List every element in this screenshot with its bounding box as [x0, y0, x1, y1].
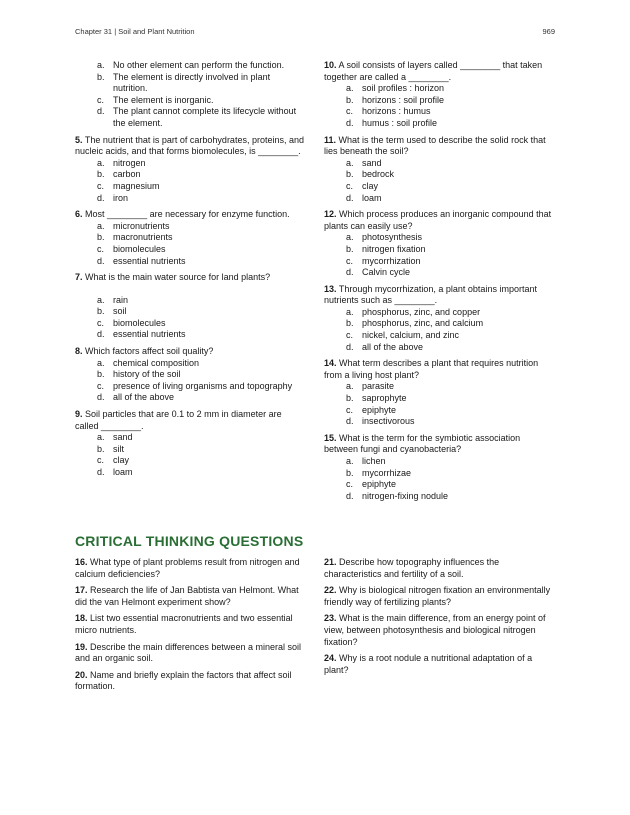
question-5: 5. The nutrient that is part of carbohydrates, proteins, and nucleic acids, and that forms biomolecules, is ________. a. nitrogen b. carbon c. magnesium d. iron [75, 135, 307, 205]
option: c. presence of living organisms and topography [97, 380, 293, 391]
ct-question-18: 18. List two essential macronutrients and two essential micro nutrients. [75, 613, 293, 635]
options-list [75, 60, 307, 130]
option: a. micronutrients [97, 220, 170, 231]
option: c. epiphyte [346, 479, 397, 490]
option: b. macronutrients [97, 232, 173, 243]
option: a. lichen [346, 456, 386, 466]
question-15: 15. What is the term for the symbiotic association between fungi and cyanobacteria? a. lichen b. mycorrhizae c. epiphyte d. nitrogen-fixing nodule [324, 433, 556, 503]
ct-question-24: 24. Why is a root nodule a nutritional adaptation of a plant? [324, 653, 533, 675]
page-header [75, 27, 555, 39]
question-11: 11. What is the term used to describe the solid rock that lies beneath the soil? a. sand b. bedrock c. clay d. loam [324, 135, 556, 205]
option: b. horizons : soil profile [346, 94, 445, 105]
option: a. sand [346, 157, 382, 168]
options-list [324, 381, 556, 427]
question-10: 10. A soil consists of layers called ________ that taken together are called a ________. a. soil profiles : horizon b. horizons : soil profile c. horizons : humus d. humus : soil profile [324, 60, 556, 130]
option: c. mycorrhization [346, 255, 421, 266]
option: c. horizons : humus [346, 106, 431, 117]
options-list [75, 158, 307, 204]
ct-question-16: 16. What type of plant problems result from nitrogen and calcium deficiencies? [75, 557, 300, 579]
option: b. history of the soil [97, 369, 181, 380]
option: b. soil [97, 306, 127, 317]
options-list [75, 221, 307, 267]
question-14: 14. What term describes a plant that requires nutrition from a living host plant? a. parasite b. saprophyte c. epiphyte d. insectivorous [324, 358, 556, 428]
options-list [324, 232, 556, 278]
option: d. loam [346, 192, 382, 203]
ct-question-20: 20. Name and briefly explain the factors that affect soil formation. [75, 669, 292, 692]
option: c. epiphyte [346, 404, 397, 415]
options-list [324, 307, 556, 353]
option: c. magnesium [97, 180, 160, 191]
ct-question-21: 21. Describe how topography influences the characteristics and fertility of a soil. [324, 557, 500, 579]
ct-question-22: 22. Why is biological nitrogen fixation an environmentally friendly way of fertilizing plants? [324, 585, 551, 607]
option: b. bedrock [346, 169, 395, 180]
page-number: 969 [542, 27, 555, 36]
ct-question-17: 17. Research the life of Jan Babtista van Helmont. What did the van Helmont experiment show? [75, 585, 299, 607]
options-list [324, 83, 556, 129]
option: b. The element is directly involved in plant nutrition. [97, 71, 271, 94]
question-9: 9. Soil particles that are 0.1 to 2 mm in diameter are called ________. a. sand b. silt c. clay d. loam [75, 409, 307, 479]
question-6: 6. Most ________ are necessary for enzyme function. a. micronutrients b. macronutrients c. biomolecules d. essential nutrients [75, 209, 307, 267]
option: c. clay [97, 455, 130, 466]
option: c. biomolecules [97, 317, 166, 328]
critical-thinking-heading: CRITICAL THINKING QUESTIONS [75, 533, 304, 549]
option: a. parasite [346, 381, 395, 392]
option: b. mycorrhizae [346, 467, 412, 478]
option: a. phosphorus, zinc, and copper [346, 306, 481, 317]
option: d. loam [97, 467, 133, 477]
option: c. clay [346, 180, 379, 191]
options-list [75, 432, 307, 478]
option: b. silt [97, 443, 124, 454]
option: d. humus : soil profile [346, 117, 438, 128]
question-12: 12. Which process produces an inorganic compound that plants can easily use? a. photosynthesis b. nitrogen fixation c. mycorrhization d. Calvin cycle [324, 209, 556, 279]
option: a. rain [97, 294, 129, 305]
option: d. all of the above [97, 392, 175, 403]
question-4-continued [75, 60, 307, 130]
option: d. iron [97, 192, 129, 203]
options-list [324, 456, 556, 502]
option: b. phosphorus, zinc, and calcium [346, 318, 484, 329]
option: a. No other element can perform the function. [97, 60, 285, 70]
option: a. nitrogen [97, 157, 146, 168]
option: a. chemical composition [97, 357, 200, 368]
option: d. nitrogen-fixing nodule [346, 490, 449, 501]
chapter-title: Chapter 31 | Soil and Plant Nutrition [75, 27, 195, 36]
options-list [75, 358, 307, 404]
options-list [324, 158, 556, 204]
question-8: 8. Which factors affect soil quality? a. chemical composition b. history of the soil c. presence of living organisms and topography d. all of the above [75, 346, 307, 404]
options-list [75, 295, 307, 341]
option: a. photosynthesis [346, 232, 423, 243]
option: c. The element is inorganic. [97, 94, 214, 105]
option: d. The plant cannot complete its lifecycle without the element. [97, 106, 297, 128]
option: b. saprophyte [346, 393, 407, 404]
option: c. biomolecules [97, 243, 166, 254]
option: b. carbon [97, 169, 141, 180]
option: c. nickel, calcium, and zinc [346, 330, 460, 341]
ct-question-19: 19. Describe the main differences between a mineral soil and an organic soil. [75, 641, 301, 664]
option: a. soil profiles : horizon [346, 83, 445, 94]
left-column [75, 60, 307, 484]
option: d. all of the above [346, 341, 424, 352]
question-7: 7. What is the main water source for land plants? a. rain b. soil c. biomolecules d. essential nutrients [75, 272, 307, 341]
critical-thinking-left-column [75, 557, 307, 698]
option: d. Calvin cycle [346, 267, 411, 278]
option: d. insectivorous [346, 416, 415, 427]
critical-thinking-right-column [324, 557, 556, 681]
right-column [324, 60, 556, 507]
question-13: 13. Through mycorrhization, a plant obtains important nutrients such as ________. a. phosphorus, zinc, and copper b. phosphorus, zinc, and calcium c. nickel, calcium, and zinc d. all of the above [324, 284, 556, 354]
ct-question-23: 23. What is the main difference, from an energy point of view, between photosynthesis and biological nitrogen fixation? [324, 613, 546, 647]
option: d. essential nutrients [97, 329, 186, 340]
option: a. sand [97, 432, 133, 443]
option: b. nitrogen fixation [346, 243, 426, 254]
option: d. essential nutrients [97, 255, 186, 266]
